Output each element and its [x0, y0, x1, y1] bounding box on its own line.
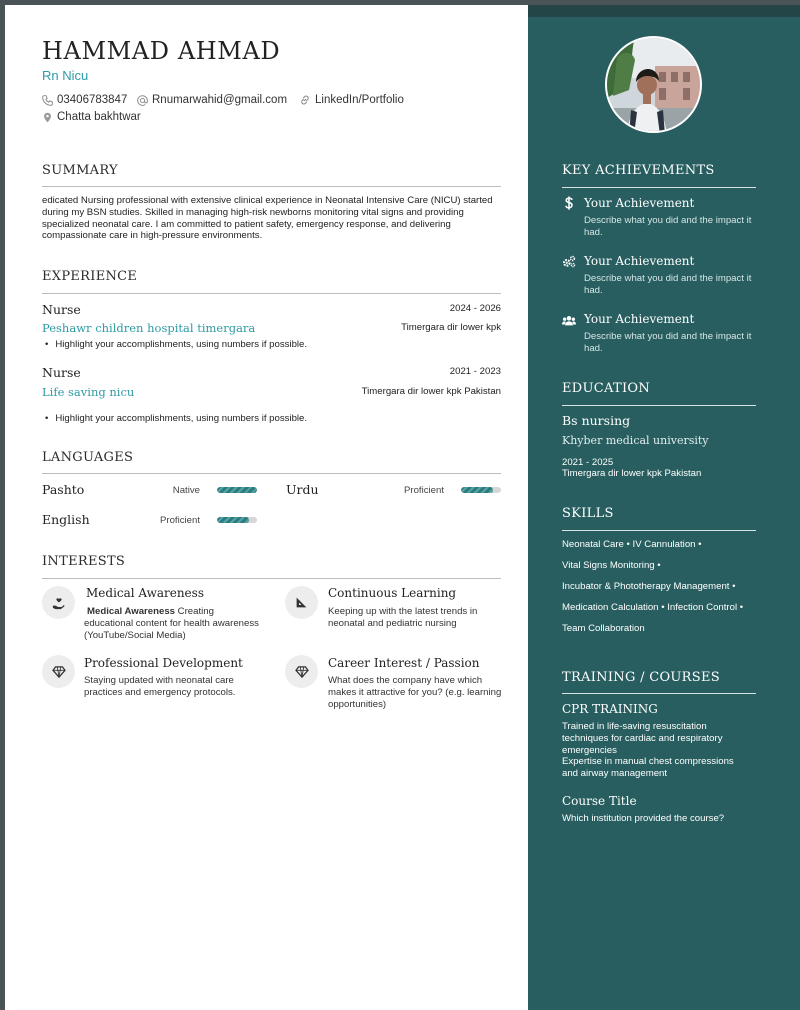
job-title: Nurse [42, 302, 81, 317]
interest-desc-bold: Medical Awareness [87, 606, 175, 617]
language-level: Proficient [404, 485, 444, 496]
skill-line: Incubator & Phototherapy Management • [562, 581, 736, 592]
dollar-icon [562, 196, 576, 210]
language-level: Proficient [160, 515, 200, 526]
languages-divider [42, 473, 501, 474]
skill-line: Vital Signs Monitoring • [562, 560, 661, 571]
achievement-title: Your Achievement [584, 312, 695, 326]
skills-divider [562, 530, 756, 531]
summary-text: edicated Nursing professional with extensive clinical experience in Neonatal Intensive Care (NICU) started during my BSN studies. Skilled in managing high-risk newborns monitoring vital signs and providing specialized neonatal care. I am committed to patient safety, emergency response, and delivering compassionate care in high-pressure environments. [42, 195, 493, 242]
language-bar-fill [217, 517, 249, 523]
interest-desc: Keeping up with the latest trends in neonatal and pediatric nursing [328, 606, 478, 629]
education-location: Timergara dir lower kpk Pakistan [562, 468, 702, 479]
skill-line: Team Collaboration [562, 623, 645, 634]
language-name: English [42, 512, 90, 527]
achievement-desc: Describe what you did and the impact it had. [584, 215, 752, 238]
diamond-icon [285, 655, 318, 688]
course-desc: Trained in life-saving resuscitation techniques for cardiac and respiratory emergencies Expertise in manual chest compressions and airway management [562, 721, 734, 780]
language-level: Native [172, 485, 200, 496]
interest-title: Medical Awareness [86, 586, 204, 600]
email-text: Rnumarwahid@gmail.com [152, 94, 288, 106]
phone-contact [42, 94, 127, 106]
interest-title: Career Interest / Passion [328, 656, 480, 670]
sidebar [528, 5, 800, 1010]
linkedin-contact[interactable] [299, 94, 404, 106]
job-company: Life saving nicu [42, 385, 135, 399]
achievements-heading: KEY ACHIEVEMENTS [562, 163, 715, 178]
interests-divider [42, 578, 501, 579]
location-contact [42, 111, 141, 123]
interests-heading: INTERESTS [42, 554, 126, 569]
achievement-desc: Describe what you did and the impact it had. [584, 331, 752, 354]
language-name: Urdu [286, 482, 319, 497]
location-text: Chatta bakhtwar [57, 111, 141, 123]
education-school: Khyber medical university [562, 434, 709, 447]
candidate-role: Rn Nicu [42, 68, 89, 83]
job-bullet: • Highlight your accomplishments, using numbers if possible. [45, 339, 307, 350]
email-contact[interactable] [137, 94, 287, 106]
skills-heading: SKILLS [562, 506, 614, 521]
achievement-title: Your Achievement [584, 196, 695, 210]
linkedin-text: LinkedIn/Portfolio [315, 94, 404, 106]
language-name: Pashto [42, 482, 85, 497]
map-pin-icon [42, 112, 53, 123]
experience-heading: EXPERIENCE [42, 269, 138, 284]
summary-divider [42, 186, 501, 187]
experience-divider [42, 293, 501, 294]
users-icon [562, 313, 576, 327]
candidate-name: HAMMAD AHMAD [42, 37, 281, 65]
job-dates: 2024 - 2026 [449, 303, 501, 314]
skill-line: Neonatal Care • IV Cannulation • [562, 539, 702, 550]
set-square-icon [285, 586, 318, 619]
job-location: Timergara dir lower kpk Pakistan [361, 386, 501, 397]
achievement-desc: Describe what you did and the impact it had. [584, 273, 752, 296]
interest-title: Continuous Learning [328, 586, 457, 600]
diamond-icon [42, 655, 75, 688]
gears-icon [562, 255, 576, 269]
summary-heading: SUMMARY [42, 163, 118, 178]
phone-text: 03406783847 [57, 94, 128, 106]
hand-heart-icon [42, 586, 75, 619]
education-heading: EDUCATION [562, 381, 651, 396]
language-bar [217, 487, 257, 493]
sidebar-top-bar [528, 5, 800, 17]
language-bar [217, 517, 257, 523]
interest-desc: Staying updated with neonatal care practices and emergency protocols. [84, 675, 236, 698]
course-title: CPR TRAINING [562, 702, 658, 716]
course-desc: Which institution provided the course? [562, 813, 725, 824]
achievements-divider [562, 187, 756, 188]
training-heading: TRAINING / COURSES [562, 670, 720, 685]
achievement-title: Your Achievement [584, 254, 695, 268]
interest-title: Professional Development [84, 656, 243, 670]
job-company: Peshawr children hospital timergara [42, 321, 256, 335]
language-bar-fill [217, 487, 257, 493]
job-dates: 2021 - 2023 [449, 366, 501, 377]
education-degree: Bs nursing [562, 413, 631, 428]
job-bullet: • Highlight your accomplishments, using numbers if possible. [45, 413, 307, 424]
course-title: Course Title [562, 794, 637, 808]
profile-photo [605, 36, 702, 133]
training-divider [562, 693, 756, 694]
languages-heading: LANGUAGES [42, 450, 134, 465]
at-icon [137, 95, 148, 106]
resume-page [5, 5, 800, 1010]
skill-line: Medication Calculation • Infection Control • [562, 602, 744, 613]
language-bar [461, 487, 501, 493]
education-dates: 2021 - 2025 [562, 457, 614, 468]
phone-icon [42, 95, 53, 106]
job-location: Timergara dir lower kpk [401, 322, 501, 333]
interest-desc: What does the company have which makes it attractive for you? (e.g. learning opportunities) [328, 675, 502, 710]
education-divider [562, 405, 756, 406]
language-bar-fill [461, 487, 493, 493]
main-column [5, 5, 528, 1010]
job-title: Nurse [42, 365, 81, 380]
link-icon [299, 94, 311, 106]
interest-desc [84, 606, 264, 641]
interest-desc-text: Creating educational content for health awareness (YouTube/Social Media) [84, 606, 259, 641]
